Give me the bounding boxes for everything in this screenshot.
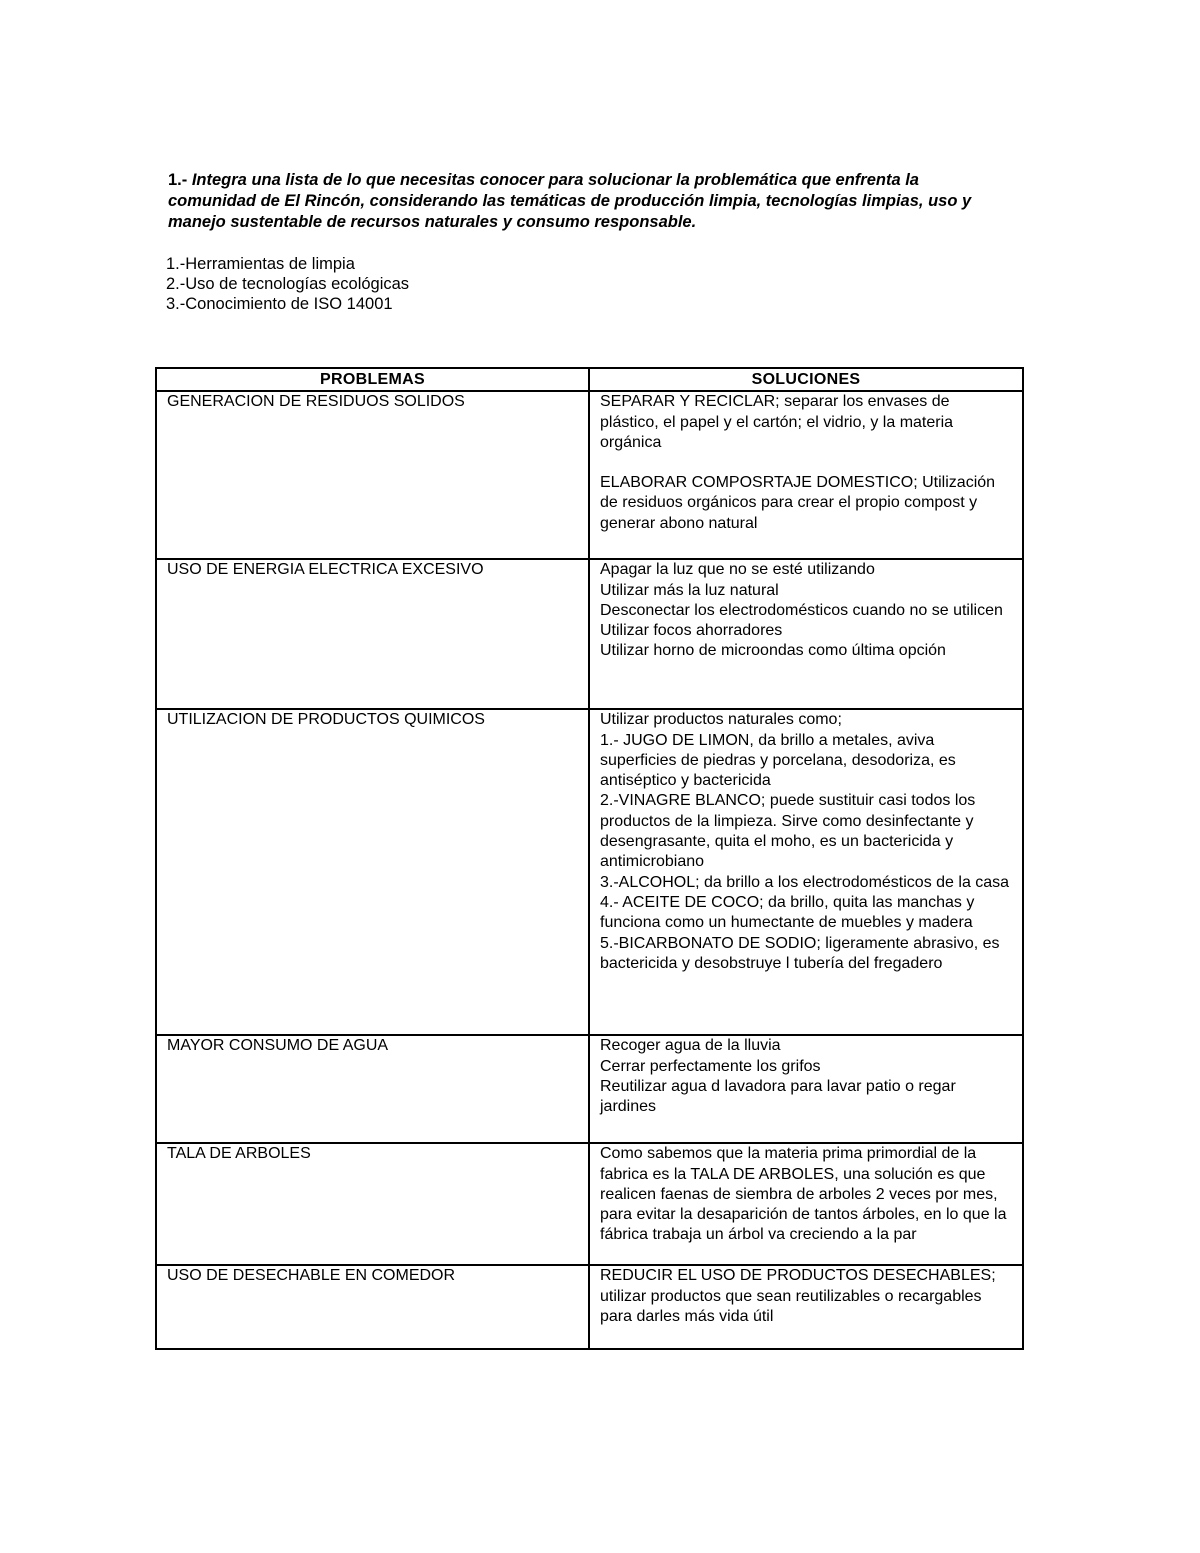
question-number: 1.- — [168, 171, 188, 189]
solution-cell — [589, 559, 1023, 709]
solution-line: Reutilizar agua d lavadora para lavar patio o regar jardines — [600, 1077, 956, 1116]
solution-cell — [589, 1265, 1023, 1349]
solution-line: ELABORAR COMPOSRTAJE DOMESTICO; Utilización de residuos orgánicos para crear el propio compost y generar abono natural — [600, 474, 996, 532]
solution-cell — [589, 709, 1023, 1035]
question-text — [168, 170, 998, 233]
answer-item: 2.-Uso de tecnologías ecológicas — [166, 275, 410, 293]
solution-line: 1.- JUGO DE LIMON, da brillo a metales, aviva superficies de piedras y porcelana, desodoriza, es antiséptico y bactericida — [600, 731, 956, 790]
table-row — [156, 1143, 1023, 1265]
solution-line: Utilizar horno de microondas como última opción — [600, 642, 946, 660]
table-row — [156, 559, 1023, 709]
problem-cell: USO DE ENERGIA ELECTRICA EXCESIVO — [156, 559, 589, 709]
solution-line: Como sabemos que la materia prima primordial de la fabrica es la TALA DE ARBOLES, una solución es que realicen faenas de siembra de arboles 2 veces por mes, para evitar la desaparición de tantos árboles, en lo que la fábrica trabaja un árbol va creciendo a la par — [600, 1145, 1007, 1244]
solution-cell — [589, 391, 1023, 559]
problem-cell: TALA DE ARBOLES — [156, 1143, 589, 1265]
question-body: Integra una lista de lo que necesitas conocer para solucionar la problemática que enfrenta la comunidad de El Rincón, considerando las temáticas de producción limpia, tecnologías limpias, uso y manejo sustentable de recursos naturales y consumo responsable. — [168, 171, 972, 231]
solution-line: Recoger agua de la lluvia — [600, 1037, 781, 1055]
solution-line: Apagar la luz que no se esté utilizando — [600, 561, 875, 579]
table-row — [156, 1265, 1023, 1349]
table-body — [156, 391, 1023, 1349]
solution-line: Utilizar productos naturales como; — [600, 711, 842, 729]
problem-cell: USO DE DESECHABLE EN COMEDOR — [156, 1265, 589, 1349]
solution-line: 3.-ALCOHOL; da brillo a los electrodomésticos de la casa — [600, 873, 1010, 891]
table-header-row — [156, 368, 1023, 391]
solution-line: 5.-BICARBONATO DE SODIO; ligeramente abrasivo, es bactericida y desobstruye l tubería del fregadero — [600, 934, 1000, 972]
table-row — [156, 709, 1023, 1035]
solution-cell — [589, 1035, 1023, 1143]
solution-line: 2.-VINAGRE BLANCO; puede sustituir casi todos los productos de la limpieza. Sirve como desinfectante y desengrasante, quita el moho, es un bactericida y antimicrobiano — [600, 792, 976, 871]
problem-cell: UTILIZACION DE PRODUCTOS QUIMICOS — [156, 709, 589, 1035]
problems-solutions-table — [155, 367, 1024, 1350]
solution-line: Cerrar perfectamente los grifos — [600, 1057, 821, 1075]
solution-line: REDUCIR EL USO DE PRODUCTOS DESECHABLES; utilizar productos que sean reutilizables o recargables para darles más vida útil — [600, 1267, 996, 1325]
table-row — [156, 1035, 1023, 1143]
header-problems: PROBLEMAS — [156, 368, 589, 391]
solution-line — [600, 453, 1012, 473]
solution-line: SEPARAR Y RECICLAR; separar los envases de plástico, el papel y el cartón; el vidrio, y la materia orgánica — [600, 393, 954, 451]
solution-line: Desconectar los electrodomésticos cuando no se utilicen — [600, 601, 1003, 619]
answer-item: 3.-Conocimiento de ISO 14001 — [166, 295, 393, 313]
problem-cell: GENERACION DE RESIDUOS SOLIDOS — [156, 391, 589, 559]
table-row — [156, 391, 1023, 559]
answer-list — [166, 254, 409, 314]
answer-item: 1.-Herramientas de limpia — [166, 255, 355, 273]
problem-cell: MAYOR CONSUMO DE AGUA — [156, 1035, 589, 1143]
solution-line: 4.- ACEITE DE COCO; da brillo, quita las manchas y funciona como un humectante de muebles y madera — [600, 893, 975, 932]
header-solutions: SOLUCIONES — [589, 368, 1023, 391]
solution-line: Utilizar más la luz natural — [600, 581, 779, 599]
solution-cell — [589, 1143, 1023, 1265]
solution-line: Utilizar focos ahorradores — [600, 622, 783, 640]
